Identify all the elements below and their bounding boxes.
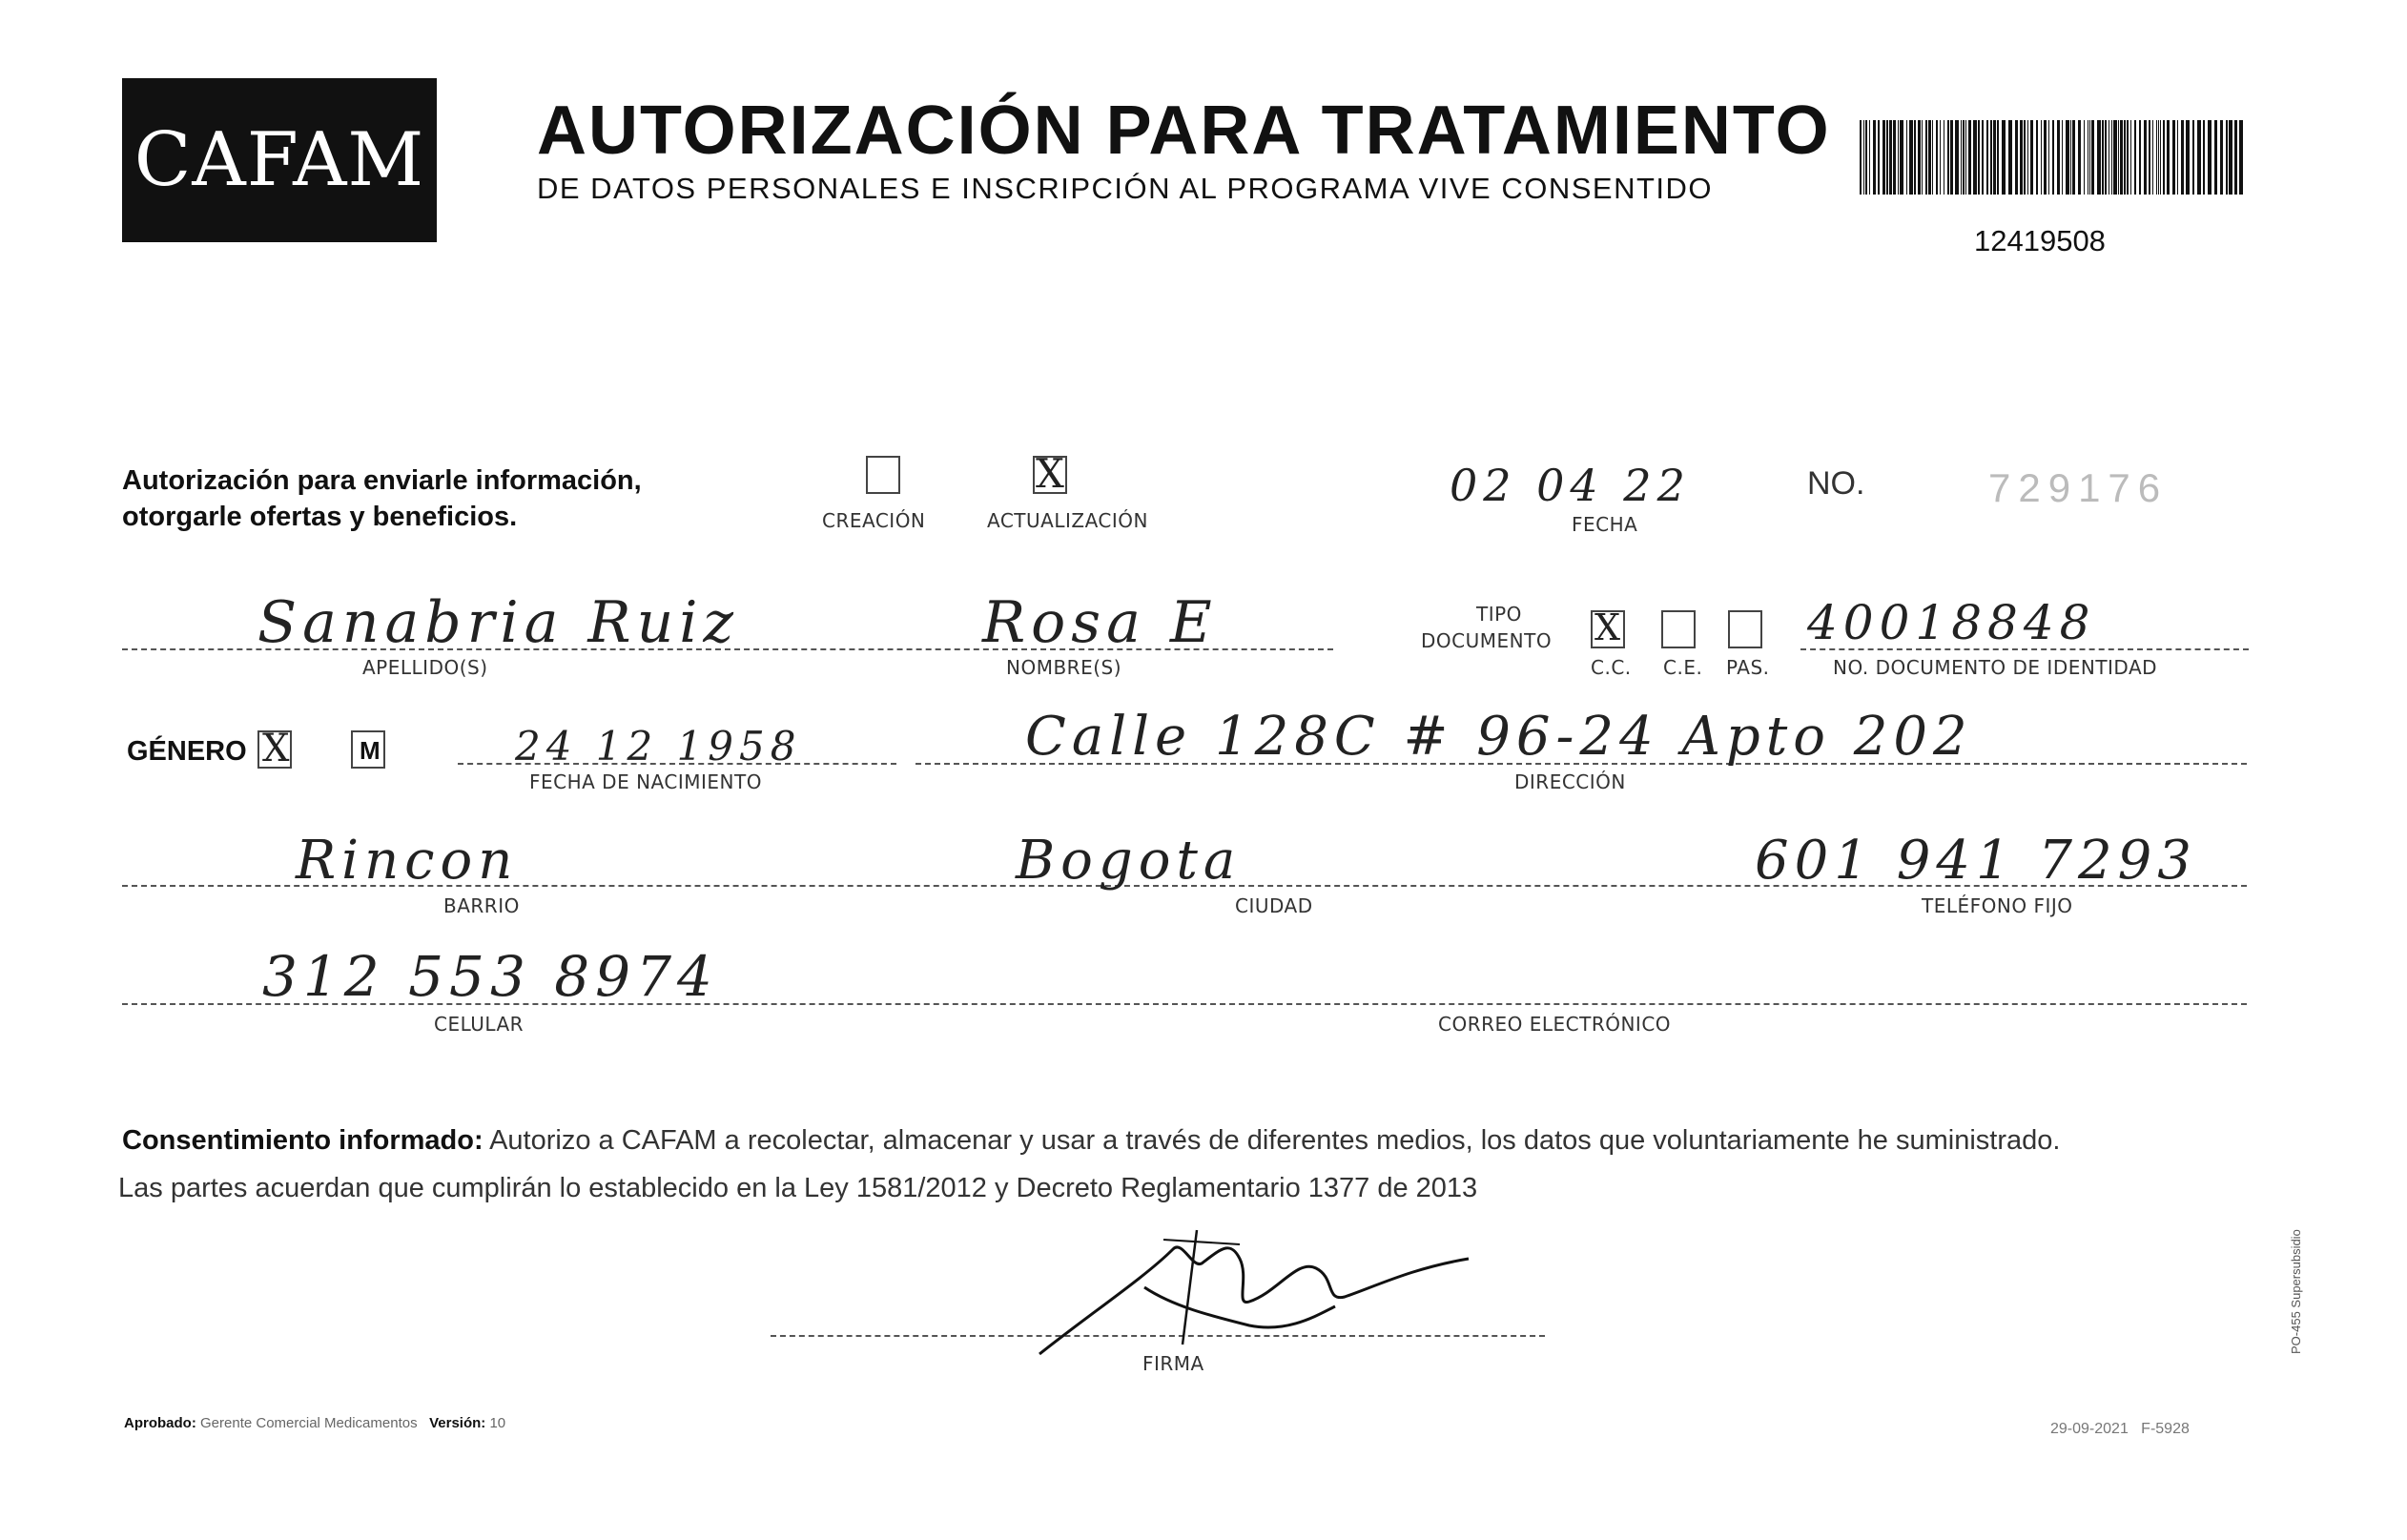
- celular-value[interactable]: 312 553 8974: [262, 944, 718, 1009]
- actualizacion-label: ACTUALIZACIÓN: [987, 509, 1148, 532]
- barcode-bar: [2078, 120, 2081, 195]
- barcode-bar: [1928, 120, 1931, 195]
- pas-label: PAS.: [1726, 656, 1770, 679]
- side-code: PO-455 Supersubsidio: [2289, 1229, 2303, 1354]
- barcode-bar: [1925, 120, 1927, 195]
- fecha-label: FECHA: [1572, 513, 1638, 536]
- firma-label: FIRMA: [1142, 1352, 1204, 1375]
- barcode-bar: [1973, 120, 1977, 195]
- version-label: Versión:: [429, 1415, 486, 1431]
- barcode-bar: [2041, 120, 2042, 195]
- barcode-bar: [1968, 120, 1971, 195]
- signature: [1030, 1211, 1488, 1364]
- barcode-bar: [1993, 120, 1996, 195]
- barcode-bar: [2015, 120, 2018, 195]
- barcode-bar: [1922, 120, 1923, 195]
- barcode-bar: [1961, 120, 1962, 195]
- documento-value[interactable]: 40018848: [1807, 595, 2096, 650]
- cc-label: C.C.: [1591, 656, 1632, 679]
- barcode-bar: [2130, 120, 2131, 195]
- barcode-bar: [2044, 120, 2047, 195]
- barcode-bar: [2052, 120, 2054, 195]
- barcode-bar: [2024, 120, 2026, 195]
- barcode-bar: [2070, 120, 2071, 195]
- genero-m-checkbox[interactable]: [351, 730, 385, 769]
- barcode-bar: [2020, 120, 2023, 195]
- barcode-bar: [1909, 120, 1913, 195]
- fecha-nacimiento-label: FECHA DE NACIMIENTO: [529, 770, 762, 793]
- nombres-label: NOMBRE(S): [1006, 656, 1122, 679]
- barcode-bar: [2177, 120, 2178, 195]
- barcode-bar: [2102, 120, 2104, 195]
- barcode-bar: [2160, 120, 2161, 195]
- barcode-bar: [2181, 120, 2184, 195]
- barcode-bar: [2105, 120, 2107, 195]
- barcode-bar: [2229, 120, 2232, 195]
- barcode-bar: [1898, 120, 1899, 195]
- barcode-bar: [2197, 120, 2201, 195]
- barcode-bar: [1865, 120, 1867, 195]
- barcode-bar: [1990, 120, 1992, 195]
- barcode-bar: [2008, 120, 2012, 195]
- telefono-value[interactable]: 601 941 7293: [1755, 830, 2197, 892]
- barcode-bar: [2030, 120, 2033, 195]
- barcode-bar: [2234, 120, 2237, 195]
- fecha-value[interactable]: 02 04 22: [1450, 460, 1691, 511]
- barcode-bar: [1918, 120, 1921, 195]
- genero-label: GÉNERO: [127, 736, 247, 767]
- barcode-bar: [2066, 120, 2069, 195]
- actualizacion-mark: X: [1036, 450, 1070, 497]
- version-value: 10: [489, 1415, 506, 1431]
- cc-checkbox[interactable]: [1591, 606, 1627, 648]
- barcode-number: 12419508: [1974, 224, 2106, 257]
- barcode-bar: [2163, 120, 2165, 195]
- barcode-bar: [2152, 120, 2153, 195]
- ciudad-value[interactable]: Bogota: [1016, 830, 1242, 892]
- barcode-bar: [2091, 120, 2094, 195]
- barcode-bar: [1936, 120, 1938, 195]
- authorization-intro-line2: otorgarle ofertas y beneficios.: [122, 502, 518, 532]
- barcode-bar: [2048, 120, 2049, 195]
- barcode-bar: [2027, 120, 2028, 195]
- barcode-bar: [1886, 120, 1888, 195]
- barcode-bar: [2062, 120, 2063, 195]
- barcode-bar: [2156, 120, 2157, 195]
- authorization-intro-line1: Autorización para enviarle información,: [122, 465, 642, 496]
- barcode-bar: [1869, 120, 1870, 195]
- barcode-bar: [1860, 120, 1862, 195]
- barcode-bar: [2118, 120, 2119, 195]
- ce-label: C.E.: [1663, 656, 1703, 679]
- barcode-bar: [2214, 120, 2217, 195]
- barcode-bar: [1982, 120, 1984, 195]
- barcode-bar: [2057, 120, 2060, 195]
- direccion-value[interactable]: Calle 128C # 96-24 Apto 202: [1025, 706, 1973, 768]
- correo-label: CORREO ELECTRÓNICO: [1438, 1013, 1672, 1036]
- barcode-bar: [1873, 120, 1876, 195]
- ciudad-label: CIUDAD: [1235, 894, 1313, 917]
- barcode-bar: [2120, 120, 2123, 195]
- aprobado-label: Aprobado:: [124, 1415, 196, 1431]
- barcode-bar: [2144, 120, 2147, 195]
- barcode-bar: [1950, 120, 1953, 195]
- barcode-bar: [2226, 120, 2228, 195]
- barcode-bar: [2097, 120, 2101, 195]
- pas-checkbox[interactable]: [1728, 610, 1762, 648]
- barcode-bar: [1878, 120, 1880, 195]
- celular-label: CELULAR: [434, 1013, 525, 1036]
- consent-text-line2: Las partes acuerdan que cumplirán lo establecido en la Ley 1581/2012 y Decreto Reglamentario 1377 de 2013: [118, 1173, 1478, 1203]
- barcode-bar: [2127, 120, 2129, 195]
- barcode-bar: [1863, 120, 1864, 195]
- tipo-documento-label-2: DOCUMENTO: [1421, 629, 1553, 652]
- nombres-value[interactable]: Rosa E: [982, 589, 1218, 656]
- consent-paragraph-line1: [122, 1125, 2060, 1157]
- barcode: [1860, 120, 2243, 195]
- barcode-bar: [2149, 120, 2150, 195]
- barcode-bar: [2139, 120, 2141, 195]
- barcode-bar: [1963, 120, 1965, 195]
- form-subtitle: DE DATOS PERSONALES E INSCRIPCIÓN AL PROGRAMA VIVE CONSENTIDO: [537, 172, 1714, 205]
- barcode-bar: [2134, 120, 2136, 195]
- tipo-documento-label-1: TIPO: [1476, 603, 1522, 626]
- barcode-bar: [2072, 120, 2075, 195]
- barcode-bar: [2113, 120, 2117, 195]
- barcode-bar: [2239, 120, 2243, 195]
- apellidos-value[interactable]: Sanabria Ruiz: [257, 589, 740, 656]
- barcode-bar: [2172, 120, 2175, 195]
- barcode-bar: [1900, 120, 1903, 195]
- barcode-bar: [2220, 120, 2223, 195]
- barcode-bar: [2089, 120, 2090, 195]
- cafam-logo: [122, 78, 437, 242]
- barcode-bar: [1906, 120, 1907, 195]
- barcode-bar: [2203, 120, 2205, 195]
- telefono-label: TELÉFONO FIJO: [1922, 894, 2073, 917]
- consent-heading: Consentimiento informado:: [122, 1125, 483, 1156]
- ce-checkbox[interactable]: [1661, 610, 1696, 648]
- barcode-bar: [1955, 120, 1959, 195]
- footer-date-code: 29-09-2021 F-5928: [2050, 1421, 2190, 1437]
- barrio-value[interactable]: Rincon: [296, 830, 519, 892]
- genero-f-checkbox[interactable]: [257, 727, 296, 770]
- genero-m-label: M: [360, 736, 381, 765]
- apellidos-label: APELLIDO(S): [362, 656, 488, 679]
- barcode-bar: [2036, 120, 2038, 195]
- no-value: 729176: [1988, 465, 2169, 510]
- barcode-bar: [2084, 120, 2085, 195]
- creacion-label: CREACIÓN: [822, 509, 926, 532]
- form-title: AUTORIZACIÓN PARA TRATAMIENTO: [537, 92, 1831, 169]
- barcode-bar: [2124, 120, 2126, 195]
- barcode-bar: [1997, 120, 1999, 195]
- barcode-bar: [2208, 120, 2212, 195]
- barcode-bar: [2002, 120, 2006, 195]
- barcode-bar: [2111, 120, 2112, 195]
- barcode-bar: [1978, 120, 1980, 195]
- barrio-label: BARRIO: [443, 894, 520, 917]
- footer-approval: [124, 1415, 505, 1431]
- barcode-bar: [1893, 120, 1896, 195]
- barcode-bar: [2167, 120, 2170, 195]
- logo-text: CAFAM: [134, 117, 425, 203]
- barcode-bar: [1986, 120, 1988, 195]
- barcode-bar: [2192, 120, 2194, 195]
- barcode-bar: [1889, 120, 1892, 195]
- barcode-bar: [1947, 120, 1949, 195]
- genero-f-mark: X: [262, 727, 296, 770]
- aprobado-value: Gerente Comercial Medicamentos: [200, 1415, 418, 1431]
- barcode-bar: [1940, 120, 1941, 195]
- barcode-bar: [2186, 120, 2190, 195]
- barcode-bar: [1965, 120, 1966, 195]
- barcode-bar: [1932, 120, 1933, 195]
- creacion-checkbox[interactable]: [866, 456, 900, 494]
- fecha-nacimiento-value[interactable]: 24 12 1958: [515, 723, 802, 770]
- no-label: NO.: [1807, 465, 1865, 502]
- barcode-bar: [2158, 120, 2159, 195]
- direccion-label: DIRECCIÓN: [1514, 770, 1626, 793]
- cc-mark: X: [1594, 606, 1627, 648]
- consent-text-line1: Autorizo a CAFAM a recolectar, almacenar y usar a través de diferentes medios, los datos que voluntariamente he suministrado.: [483, 1125, 2061, 1156]
- barcode-bar: [1882, 120, 1885, 195]
- documento-label: NO. DOCUMENTO DE IDENTIDAD: [1833, 656, 2158, 679]
- barcode-bar: [1914, 120, 1916, 195]
- actualizacion-checkbox[interactable]: [1033, 450, 1070, 497]
